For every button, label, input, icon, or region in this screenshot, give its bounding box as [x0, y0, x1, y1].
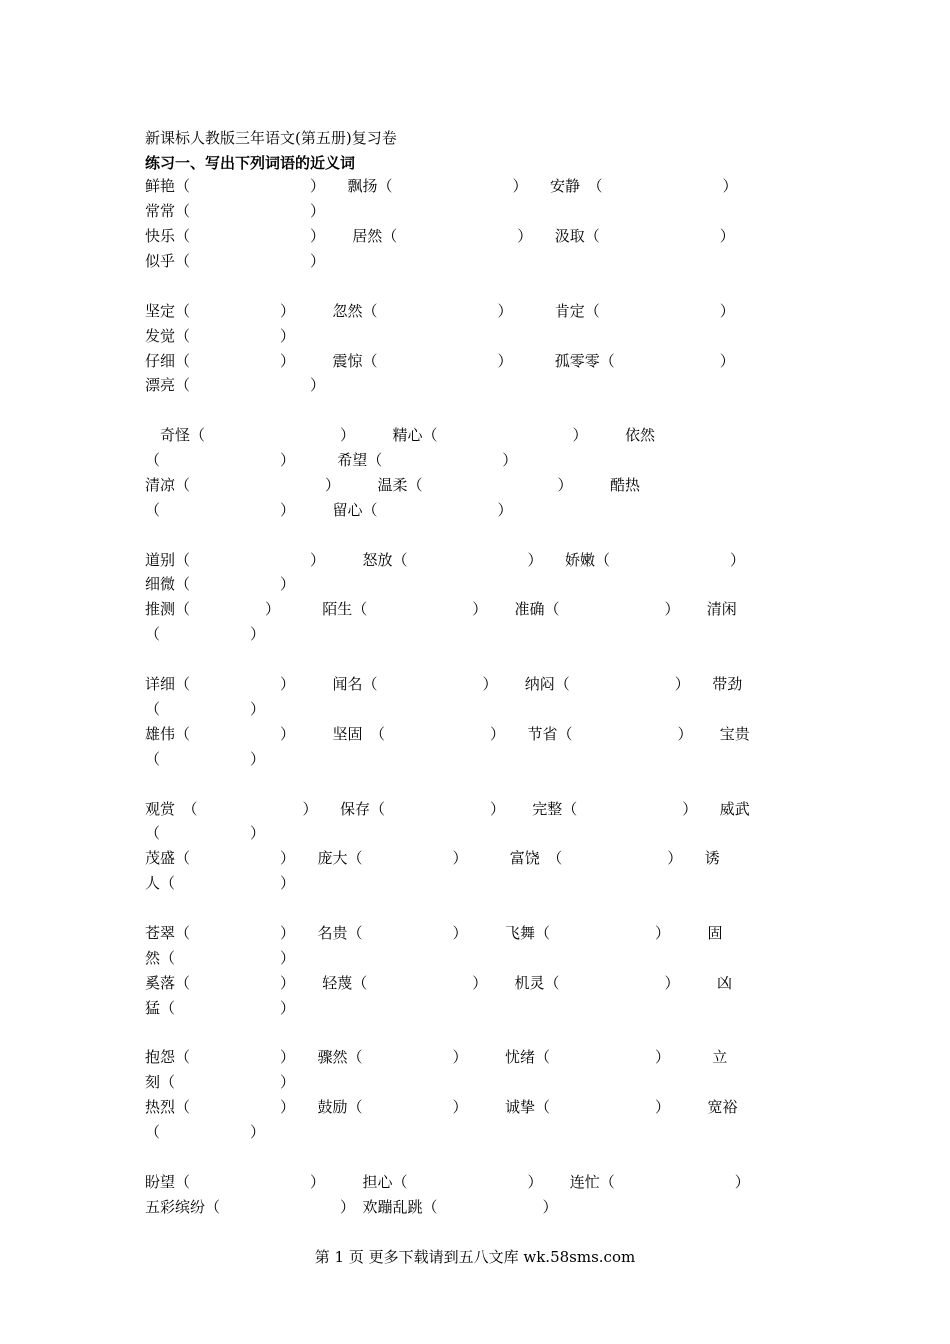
exercise-line: 奚落（ ） 轻蔑（ ） 机灵（ ） 凶: [145, 974, 733, 992]
exercise-line: 仔细（ ） 震惊（ ） 孤零零（ ）: [145, 352, 735, 370]
exercise-line: 坚定（ ） 忽然（ ） 肯定（ ）: [145, 302, 735, 320]
exercise-line: 热烈（ ） 鼓励（ ） 诚挚（ ） 宽裕: [145, 1098, 738, 1116]
exercise-line: 详细（ ） 闻名（ ） 纳闷（ ） 带劲: [145, 675, 743, 693]
exercise-line: 道别（ ） 怒放（ ） 娇嫩（ ）: [145, 551, 746, 569]
exercise-line: 茂盛（ ） 庞大（ ） 富饶 （ ） 诱: [145, 849, 720, 867]
exercise-line: 抱怨（ ） 骤然（ ） 忧绪（ ） 立: [145, 1048, 728, 1066]
document-title: 新课标人教版三年语文(第五册)复习卷: [145, 129, 397, 147]
exercise-line: 猛（ ）: [145, 999, 296, 1017]
exercise-line: 奇怪（ ） 精心（ ） 依然: [145, 426, 656, 444]
exercise-line: （ ） 留心（ ）: [145, 501, 513, 519]
exercise-line: 然（ ）: [145, 949, 296, 967]
exercise-line: （ ）: [145, 1123, 266, 1141]
exercise-line: 快乐（ ） 居然（ ） 汲取（ ）: [145, 227, 735, 245]
exercise-line: 盼望（ ） 担心（ ） 连忙（ ）: [145, 1173, 750, 1191]
exercise-line: （ ）: [145, 824, 266, 842]
exercise-line: 雄伟（ ） 坚固 （ ） 节省（ ） 宝贵: [145, 725, 750, 743]
exercise-line: 常常（ ）: [145, 202, 326, 220]
exercise-line: （ ）: [145, 750, 266, 768]
exercise-line: 发觉（ ）: [145, 327, 296, 345]
exercise-line: 漂亮（ ）: [145, 376, 326, 394]
section-heading: 练习一、写出下列词语的近义词: [145, 154, 356, 172]
exercise-line: 苍翠（ ） 名贵（ ） 飞舞（ ） 固: [145, 924, 723, 942]
exercise-line: 清凉（ ） 温柔（ ） 酷热: [145, 476, 641, 494]
exercise-line: 观赏 （ ） 保存（ ） 完整（ ） 威武: [145, 800, 750, 818]
exercise-line: （ ）: [145, 625, 266, 643]
exercise-line: 推测（ ） 陌生（ ） 准确（ ） 清闲: [145, 600, 737, 618]
exercise-line: 鲜艳（ ） 飘扬（ ） 安静 （ ）: [145, 177, 738, 195]
exercise-line: （ ）: [145, 700, 266, 718]
page-footer: 第 1 页 更多下载请到五八文库 wk.58sms.com: [314, 1248, 636, 1266]
exercise-line: 人（ ）: [145, 874, 296, 892]
exercise-line: （ ） 希望（ ）: [145, 451, 518, 469]
exercise-line: 刻（ ）: [145, 1073, 296, 1091]
exercise-line: 似乎（ ）: [145, 252, 326, 270]
exercise-line: 细微（ ）: [145, 575, 296, 593]
exercise-line: 五彩缤纷（ ） 欢蹦乱跳（ ）: [145, 1198, 558, 1216]
